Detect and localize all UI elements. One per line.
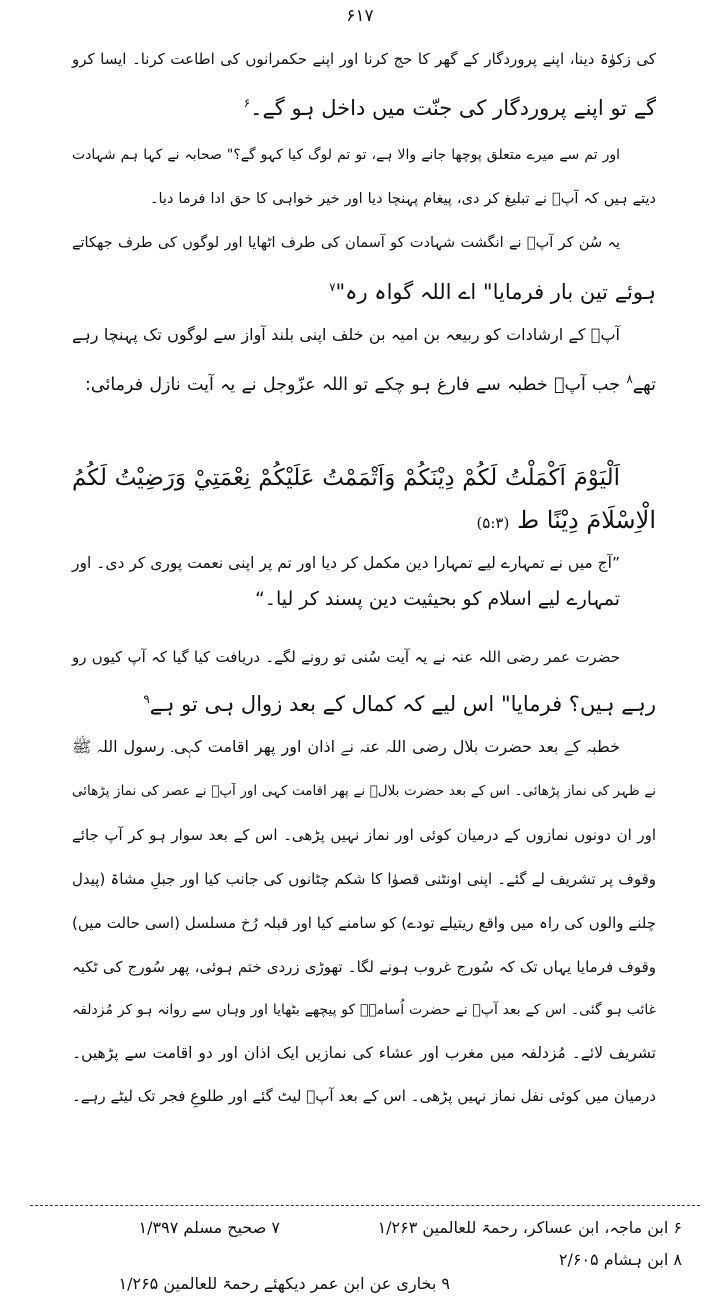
- text-line: [72, 640, 620, 674]
- footnote-marker: ۸: [626, 372, 633, 386]
- line-text: اور ان دونوں نمازوں کے درمیان کوئی اور نماز نہیں پڑھی۔ اس کے بعد سوار ہو کر آپ جائے: [72, 826, 656, 844]
- footnote-separator: [30, 1205, 700, 1206]
- line-text: تھے: [632, 374, 656, 395]
- line-text: وقوف پر تشریف لے گئے۔ اپنی اونٹنی قصوٰا کا شکم چٹانوں کی جانب کیا اور جبلِ مشاۃ (پیدل: [72, 870, 656, 888]
- text-line: [72, 226, 620, 260]
- footnote-marker: ۷: [329, 280, 336, 294]
- line-text: حضرت عمر رضی اللہ عنہ نے یہ آیت سُنی تو رونے لگے۔ دریافت کیا گیا کہ آپ کیوں رو: [72, 648, 620, 666]
- line-text: گے تو اپنے پروردگار کی جنّت میں داخل ہو گے۔: [250, 96, 656, 120]
- text-line: [72, 906, 656, 940]
- quran-verse-line: [476, 500, 656, 540]
- line-text: ”آج میں نے تمہارے لیے تمہارا دین مکمل کر دیا اور تم پر اپنی نعمت پوری کر دی۔ اور: [72, 554, 620, 572]
- line-text: آپؐ کے ارشادات کو ربیعہ بن امیہ بن خلف اپنی بلند آواز سے لوگوں تک پہنچا رہے: [72, 325, 620, 344]
- line-text: خطبہ کے بعد حضرت بلال رضی اللہ عنہ نے اذان اور پھر اقامت کہی۔ رسول اللہ ﷺ: [72, 737, 620, 756]
- line-text: وقوف فرمایا یہاں تک کہ سُورج غروب ہونے لگا۔ تھوڑی زردی ختم ہوئی، پھر سُورج کی ٹکیہ: [72, 958, 656, 976]
- footnote: ۹ بخاری عن ابن عمر دیکھئے رحمۃ للعالمین ۱/۲۶۵: [118, 1274, 450, 1293]
- text-line: [329, 270, 656, 304]
- line-text: رہے ہیں؟ فرمایا" اس لیے کہ کمال کے بعد زوال ہی تو ہے: [149, 692, 656, 716]
- footnote: ۶ ابن ماجہ، ابن عساکر، رحمۃ للعالمین ۱/۲۶۳: [377, 1218, 682, 1237]
- verse-text: اَلْيَوْمَ اَكْمَلْتُ لَكُمْ دِيْنَكُمْ وَاَتْمَمْتُ عَلَيْكُمْ نِعْمَتِيْ وَرَضِيْتُ لَكُمُ: [72, 465, 620, 491]
- line-text: تشریف لائے۔ مُزدلفہ میں مغرب اور عشاء کی نمازیں ایک اذان اور دو اقامت سے پڑھیں۔: [72, 1044, 656, 1062]
- text-line: [85, 362, 656, 396]
- line-text: جب آپؐ خطبہ سے فارغ ہو چکے تو اللہ عزّوجل نے یہ آیت نازل فرمائی:: [85, 374, 621, 395]
- line-text: نے ظہر کی نماز پڑھائی۔ اس کے بعد حضرت بلالؓ نے پھر اقامت کہی اور آپؐ نے عصر کی نماز پڑھائی: [72, 783, 656, 799]
- text-line: [143, 682, 656, 716]
- line-text: اور تم سے میرے متعلق پوچھا جانے والا ہے، تو تم لوگ کیا کہو گے؟" صحابہ نے کہا ہم شہادت: [72, 147, 620, 163]
- page-number: ۶۱۷: [346, 6, 374, 26]
- line-text: چلنے والوں کی راہ میں واقع ریتیلے تودے) کو سامنے کیا اور قبلہ رُخ مسلسل (اسی حالت میں): [72, 914, 656, 932]
- text-line: [72, 774, 656, 808]
- quran-verse-line: [72, 458, 620, 498]
- text-line: [72, 950, 656, 984]
- footnote-marker: ۹: [143, 692, 150, 706]
- text-line: [72, 993, 656, 1027]
- text-line: [72, 1079, 656, 1113]
- line-text: تمہارے لیے اسلام کو بحیثیت دین پسند کر لیا۔“: [254, 588, 620, 610]
- text-line: [72, 862, 656, 896]
- verse-text: الْاِسْلَامَ دِيْنًا ط: [516, 506, 656, 534]
- text-line: [72, 318, 620, 352]
- text-line: [150, 182, 656, 216]
- text-line: [244, 86, 656, 120]
- line-text: غائب ہو گئی۔ اس کے بعد آپؐ نے حضرت اُسامہؓ کو پیچھے بٹھایا اور وہاں سے روانہ ہو کر مُزدلفہ: [72, 1002, 656, 1018]
- translation-line: [72, 546, 620, 580]
- line-text: ہوئے تین بار فرمایا" اے اللہ گواہ رہ": [335, 280, 656, 304]
- footnote: ۷ صحیح مسلم ۱/۳۹۷: [138, 1218, 280, 1237]
- footnote-marker: ۶: [243, 96, 251, 110]
- line-text: درمیان میں کوئی نفل نماز نہیں پڑھی۔ اس کے بعد آپؐ لیٹ گئے اور طلوعِ فجر تک لیٹے رہے۔: [72, 1087, 656, 1105]
- text-line: [72, 42, 656, 76]
- verse-reference: (۵:۳): [476, 514, 510, 532]
- text-line: [72, 1036, 656, 1070]
- translation-line: [255, 582, 620, 616]
- line-text: یہ سُن کر آپؐ نے انگشت شہادت کو آسمان کی طرف اٹھایا اور لوگوں کی طرف جھکاتے: [72, 235, 620, 251]
- text-line: [72, 730, 620, 764]
- line-text: دیتے ہیں کہ آپؐ نے تبلیغ کر دی، پیغام پہنچا دیا اور خیر خواہی کا حق ادا فرما دیا۔: [150, 191, 656, 207]
- footnote: ۸ ابن ہشام ۲/۶۰۵: [558, 1250, 682, 1269]
- text-line: [72, 818, 656, 852]
- text-line: [72, 138, 620, 172]
- line-text: کی زکوٰۃ دینا، اپنے پروردگار کے گھر کا حج کرنا اور اپنے حکمرانوں کی اطاعت کرنا۔ ایسا کرو: [72, 50, 656, 68]
